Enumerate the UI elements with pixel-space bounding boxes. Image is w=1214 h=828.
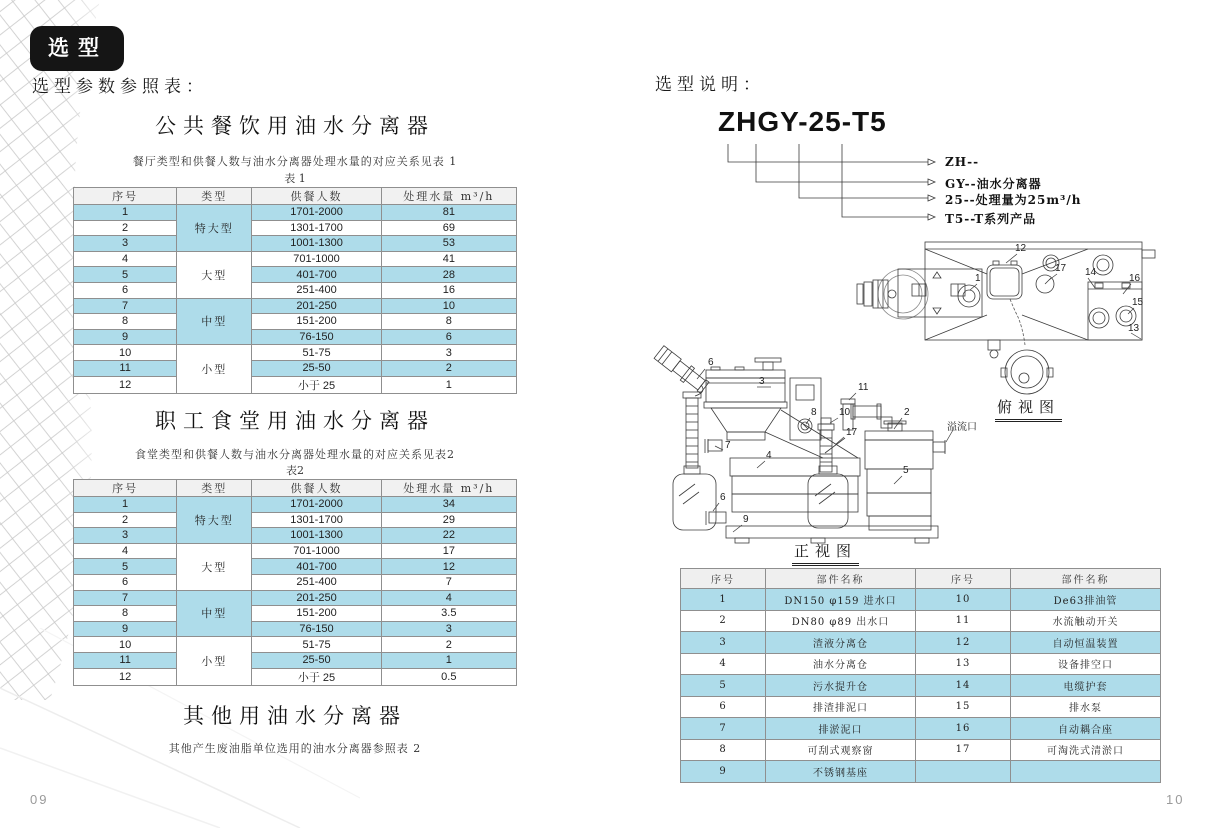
- cell: 5: [681, 675, 766, 697]
- diagram-callout: 5: [903, 465, 909, 476]
- diagram-callout: 17: [1055, 263, 1067, 274]
- overflow-label: 溢流口: [947, 422, 977, 433]
- cell-no: 5: [74, 559, 177, 575]
- cell: 8: [681, 739, 766, 761]
- column-header: 供餐人数: [252, 188, 381, 205]
- cell: 可淘洗式清淤口: [1011, 739, 1161, 761]
- cell-water: 8: [381, 314, 516, 330]
- cell: 1: [681, 589, 766, 611]
- cell-water: 29: [381, 512, 516, 528]
- column-header: 类型: [177, 188, 252, 205]
- cell-people: 25-50: [252, 360, 381, 376]
- table-row: [74, 574, 517, 590]
- cell-water: 6: [381, 329, 516, 345]
- cell-people: 701-1000: [252, 543, 381, 559]
- diagram-callout: 8: [811, 407, 817, 418]
- table2: [73, 479, 517, 686]
- cell-no: 2: [74, 220, 177, 236]
- cell: 3: [681, 632, 766, 654]
- cell: De63排油管: [1011, 589, 1161, 611]
- cell: 16: [916, 718, 1011, 740]
- table-row: [681, 632, 1161, 654]
- cell-water: 41: [381, 251, 516, 267]
- cell-no: 3: [74, 528, 177, 544]
- page-number-right: 10: [1166, 792, 1185, 807]
- cell-type: 大型: [177, 543, 252, 590]
- cell-people: 1001-1300: [252, 528, 381, 544]
- table-row: [74, 329, 517, 345]
- section2-subtitle: 食堂类型和供餐人数与油水分离器处理水量的对应关系见表2: [135, 448, 455, 461]
- cell-people: 251-400: [252, 574, 381, 590]
- cell: 6: [681, 696, 766, 718]
- cell-water: 69: [381, 220, 516, 236]
- parts-list: [680, 568, 1161, 783]
- cell-no: 9: [74, 329, 177, 345]
- cell-no: 7: [74, 590, 177, 606]
- section3-title: 其他用油水分离器: [183, 704, 407, 728]
- frontview-label: 正视图: [792, 540, 859, 566]
- diagram-callout: 15: [1132, 297, 1144, 308]
- cell-people: 1701-2000: [252, 205, 381, 221]
- table-row: [74, 621, 517, 637]
- cell-no: 2: [74, 512, 177, 528]
- cell-no: 11: [74, 652, 177, 668]
- cell-no: 4: [74, 543, 177, 559]
- parts-table: [680, 568, 1161, 783]
- cell-people: 401-700: [252, 559, 381, 575]
- model-code: ZHGY-25-T5: [718, 106, 887, 137]
- cell: 渣液分离仓: [766, 632, 916, 654]
- diagram-callout: 14: [1085, 267, 1097, 278]
- cell-water: 2: [381, 360, 516, 376]
- model-note-t5: T5--T系列产品: [945, 212, 1037, 226]
- table-row: [74, 528, 517, 544]
- column-header: 处理水量 m³/h: [381, 480, 516, 497]
- cell: 水流触动开关: [1011, 610, 1161, 632]
- cell-people: 201-250: [252, 590, 381, 606]
- cell: 15: [916, 696, 1011, 718]
- table-row: [74, 590, 517, 606]
- diagram-callout: 11: [858, 382, 869, 393]
- cell-no: 10: [74, 345, 177, 361]
- cell: [1011, 761, 1161, 783]
- table-row: [681, 675, 1161, 697]
- cell-people: 76-150: [252, 329, 381, 345]
- cell-no: 11: [74, 360, 177, 376]
- cell-water: 3: [381, 621, 516, 637]
- column-header: 部件名称: [766, 569, 916, 589]
- table-row: [74, 205, 517, 221]
- table-row: [74, 497, 517, 513]
- diagram-callout: 16: [1129, 273, 1141, 284]
- section3-subtitle: 其他产生废油脂单位选用的油水分离器参照表 2: [168, 742, 422, 755]
- diagram-callout: 7: [725, 440, 731, 451]
- cell-water: 7: [381, 574, 516, 590]
- cell: 2: [681, 610, 766, 632]
- table-row: [681, 610, 1161, 632]
- table-row: [681, 761, 1161, 783]
- cell-people: 401-700: [252, 267, 381, 283]
- table-row: [74, 236, 517, 252]
- table-row: [74, 652, 517, 668]
- table2: [73, 479, 517, 686]
- model-legend-lines: [722, 140, 947, 230]
- cell-no: 1: [74, 205, 177, 221]
- cell-water: 3.5: [381, 606, 516, 622]
- diagram-callout: 6: [708, 357, 714, 368]
- table-row: [74, 345, 517, 361]
- cell-people: 51-75: [252, 345, 381, 361]
- table-row: [681, 653, 1161, 675]
- page-number-left: 09: [30, 792, 49, 807]
- cell: 排水泵: [1011, 696, 1161, 718]
- cell-people: 151-200: [252, 606, 381, 622]
- table-row: [74, 543, 517, 559]
- cell-water: 34: [381, 497, 516, 513]
- cell-people: 701-1000: [252, 251, 381, 267]
- table2-label: 表2: [286, 464, 304, 477]
- cell: 可刮式观察窗: [766, 739, 916, 761]
- cell-people: 小于 25: [252, 668, 381, 685]
- diagram-callout: 9: [743, 514, 749, 525]
- cell: 13: [916, 653, 1011, 675]
- table-row: [74, 637, 517, 653]
- table-row: [681, 739, 1161, 761]
- cell-water: 22: [381, 528, 516, 544]
- diagram-callout: 3: [759, 376, 765, 387]
- table-row: [681, 718, 1161, 740]
- diagram-callout: 17: [846, 427, 858, 438]
- cell: 14: [916, 675, 1011, 697]
- cell: 9: [681, 761, 766, 783]
- cell-type: 特大型: [177, 205, 252, 252]
- cell-no: 8: [74, 606, 177, 622]
- cell-no: 4: [74, 251, 177, 267]
- cell: 10: [916, 589, 1011, 611]
- column-header: 序号: [74, 480, 177, 497]
- cell-no: 7: [74, 298, 177, 314]
- model-note-gy: GY--油水分离器: [945, 177, 1042, 191]
- diagram-callout: 4: [766, 450, 772, 461]
- cell-people: 51-75: [252, 637, 381, 653]
- cell-water: 1: [381, 376, 516, 393]
- cell: 污水提升仓: [766, 675, 916, 697]
- cell-water: 17: [381, 543, 516, 559]
- cell: 自动恒温装置: [1011, 632, 1161, 654]
- diagram-callout: 6: [720, 492, 726, 503]
- column-header: 序号: [916, 569, 1011, 589]
- cell-type: 小型: [177, 637, 252, 685]
- table1-label: 表 1: [284, 172, 306, 185]
- cell-type: 大型: [177, 251, 252, 298]
- column-header: 序号: [74, 188, 177, 205]
- cell-type: 特大型: [177, 497, 252, 544]
- cell-no: 12: [74, 668, 177, 685]
- table1: [73, 187, 517, 394]
- cell-water: 0.5: [381, 668, 516, 685]
- model-note-zh: ZH--: [945, 155, 980, 169]
- cell-water: 10: [381, 298, 516, 314]
- cell-water: 3: [381, 345, 516, 361]
- cell: 排渣排泥口: [766, 696, 916, 718]
- cell-no: 1: [74, 497, 177, 513]
- cell-people: 1301-1700: [252, 220, 381, 236]
- column-header: 供餐人数: [252, 480, 381, 497]
- table-row: [74, 298, 517, 314]
- column-header: 类型: [177, 480, 252, 497]
- diagram-callout: 12: [1015, 243, 1027, 254]
- table1: [73, 187, 517, 394]
- table-row: [681, 696, 1161, 718]
- cell-people: 小于 25: [252, 376, 381, 393]
- cell-no: 10: [74, 637, 177, 653]
- cell: 排淤泥口: [766, 718, 916, 740]
- cell: [916, 761, 1011, 783]
- left-column-heading: 选型参数参照表：: [32, 77, 208, 97]
- section-badge: 选型: [30, 26, 124, 71]
- cell-water: 16: [381, 282, 516, 298]
- cell: 7: [681, 718, 766, 740]
- model-note-25: 25--处理量为25m³/h: [945, 193, 1082, 207]
- cell: 11: [916, 610, 1011, 632]
- column-header: 部件名称: [1011, 569, 1161, 589]
- cell-no: 5: [74, 267, 177, 283]
- table-row: [681, 589, 1161, 611]
- diagram-callout: 10: [839, 407, 851, 418]
- cell-people: 251-400: [252, 282, 381, 298]
- cell: 4: [681, 653, 766, 675]
- cell-water: 53: [381, 236, 516, 252]
- column-header: 处理水量 m³/h: [381, 188, 516, 205]
- cell-water: 81: [381, 205, 516, 221]
- section1-title: 公共餐饮用油水分离器: [155, 114, 435, 138]
- cell: 自动耦合座: [1011, 718, 1161, 740]
- cell-people: 76-150: [252, 621, 381, 637]
- cell-people: 1301-1700: [252, 512, 381, 528]
- cell-no: 3: [74, 236, 177, 252]
- cell-people: 151-200: [252, 314, 381, 330]
- cell-people: 25-50: [252, 652, 381, 668]
- cell-no: 8: [74, 314, 177, 330]
- section1-subtitle: 餐厅类型和供餐人数与油水分离器处理水量的对应关系见表 1: [132, 155, 458, 168]
- cell: 电缆护套: [1011, 675, 1161, 697]
- cell-water: 4: [381, 590, 516, 606]
- column-header: 序号: [681, 569, 766, 589]
- cell-water: 12: [381, 559, 516, 575]
- cell: 不锈钢基座: [766, 761, 916, 783]
- table-row: [74, 314, 517, 330]
- diagram-callout: 2: [904, 407, 910, 418]
- table-row: [74, 559, 517, 575]
- cell-water: 1: [381, 652, 516, 668]
- cell-water: 28: [381, 267, 516, 283]
- cell-type: 中型: [177, 590, 252, 637]
- cell-no: 6: [74, 282, 177, 298]
- right-column-heading: 选型说明：: [655, 75, 765, 95]
- cell-no: 9: [74, 621, 177, 637]
- frontview-drawing: [653, 336, 985, 561]
- table-row: [74, 376, 517, 393]
- cell: DN150 φ159 进水口: [766, 589, 916, 611]
- cell: DN80 φ89 出水口: [766, 610, 916, 632]
- cell: 油水分离仓: [766, 653, 916, 675]
- cell-type: 小型: [177, 345, 252, 393]
- cell-people: 201-250: [252, 298, 381, 314]
- cell-people: 1001-1300: [252, 236, 381, 252]
- cell-people: 1701-2000: [252, 497, 381, 513]
- table-row: [74, 251, 517, 267]
- table-row: [74, 220, 517, 236]
- table-row: [74, 668, 517, 685]
- cell-water: 2: [381, 637, 516, 653]
- cell-type: 中型: [177, 298, 252, 345]
- cell: 12: [916, 632, 1011, 654]
- topview-label: 俯视图: [995, 396, 1062, 422]
- table-row: [74, 360, 517, 376]
- cell: 设备排空口: [1011, 653, 1161, 675]
- cell-no: 6: [74, 574, 177, 590]
- diagram-callout: 13: [1128, 323, 1140, 334]
- table-row: [74, 606, 517, 622]
- table-row: [74, 282, 517, 298]
- table-row: [74, 267, 517, 283]
- cell-no: 12: [74, 376, 177, 393]
- section2-title: 职工食堂用油水分离器: [155, 409, 435, 433]
- cell: 17: [916, 739, 1011, 761]
- table-row: [74, 512, 517, 528]
- diagram-callout: 1: [975, 273, 981, 284]
